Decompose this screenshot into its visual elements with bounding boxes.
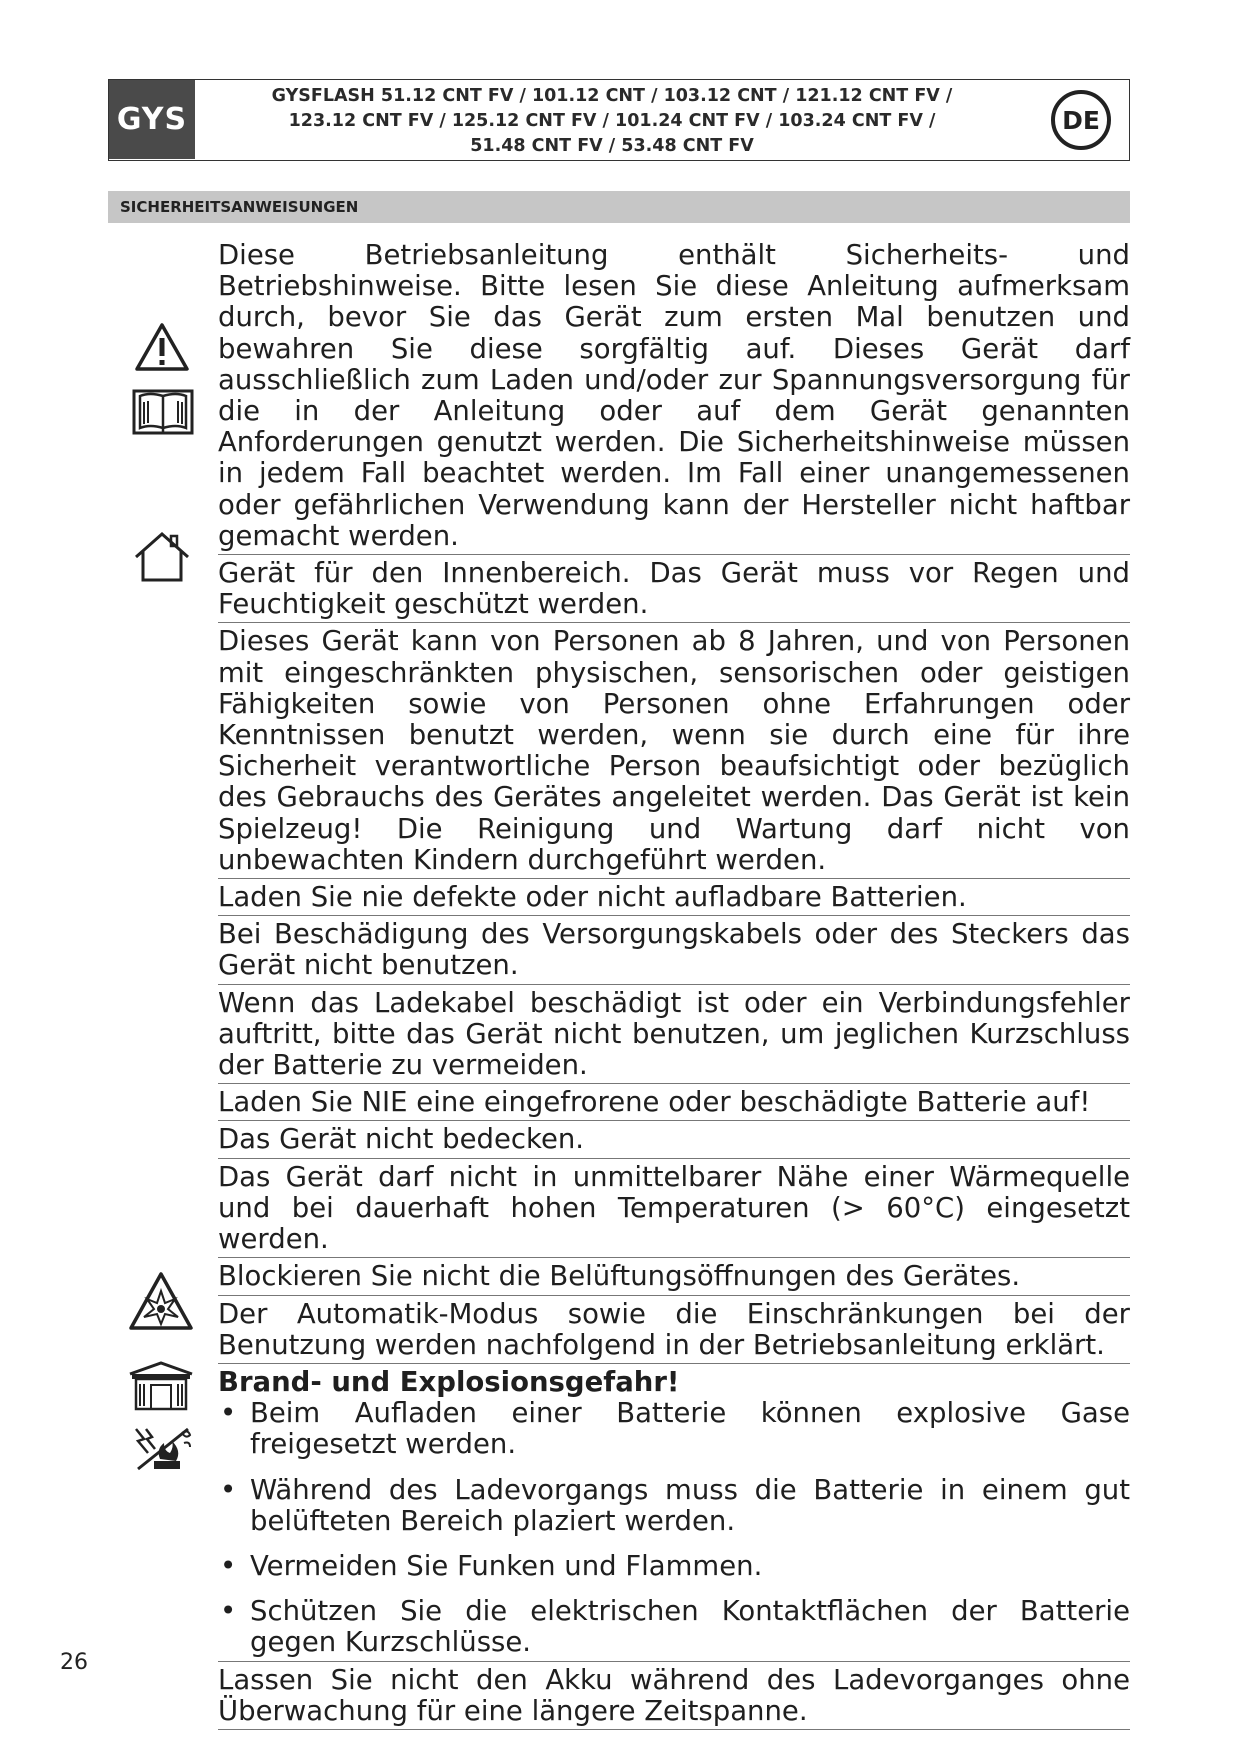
model-line: 51.48 CNT FV / 53.48 CNT FV bbox=[470, 136, 754, 156]
section-title: SICHERHEITSANWEISUNGEN bbox=[120, 198, 359, 216]
text-block: Dieses Gerät kann von Personen ab 8 Jahren, und von Personen mit eingeschränkten physischen, sensorischen oder geistigen Fähigkeiten sowie von Personen ohne Erfahrungen oder Kenntnissen benutzt werden, wenn sie durch eine für ihre Sicherheit verantwortliche Person beaufsichtigt oder bezüglich des Gebrauchs des Gerätes angeleitet werden. Das Gerät ist kein Spielzeug! Die Reinigung und Wartung darf nicht von unbewachten Kindern durchgeführt werden. bbox=[218, 626, 1130, 879]
bullet-item: • Vermeiden Sie Funken und Flammen. bbox=[218, 1551, 1130, 1582]
model-line: GYSFLASH 51.12 CNT FV / 101.12 CNT / 103.12 CNT / 121.12 CNT FV / bbox=[271, 86, 953, 106]
text-block: Das Gerät nicht bedecken. bbox=[218, 1124, 1130, 1158]
bullet-item: • Während des Ladevorgangs muss die Batterie in einem gut belüfteten Bereich plaziert werden. bbox=[218, 1475, 1130, 1537]
text-block: Blockieren Sie nicht die Belüftungsöffnungen des Gerätes. bbox=[218, 1261, 1130, 1295]
text-block: Der Automatik-Modus sowie die Einschränkungen bei der Benutzung werden nachfolgend in der Betriebsanleitung erklärt. bbox=[218, 1299, 1130, 1364]
language-badge: DE bbox=[1051, 90, 1111, 150]
ventilation-icon bbox=[126, 1360, 196, 1412]
text-block: Laden Sie nie defekte oder nicht aufladbare Batterien. bbox=[218, 882, 1130, 916]
text-block: Das Gerät darf nicht in unmittelbarer Nähe einer Wärmequelle und bei dauerhaft hohen Temperaturen (> 60°C) eingesetzt werden. bbox=[218, 1162, 1130, 1259]
document-header bbox=[108, 79, 1130, 161]
safety-content bbox=[218, 240, 1130, 1733]
bullet-item: • Beim Aufladen einer Batterie können explosive Gase freigesetzt werden. bbox=[218, 1398, 1130, 1460]
manual-book-icon bbox=[132, 388, 194, 436]
model-list bbox=[205, 84, 1019, 159]
text-block: Bei Beschädigung des Versorgungskabels oder des Steckers das Gerät nicht benutzen. bbox=[218, 919, 1130, 984]
warning-triangle-icon bbox=[134, 322, 190, 372]
gys-logo: GYS bbox=[109, 80, 195, 159]
explosion-warning-icon bbox=[128, 1271, 194, 1331]
text-block: Wenn das Ladekabel beschädigt ist oder ein Verbindungsfehler auftritt, bitte das Gerät nicht benutzen, um jeglichen Kurzschluss der Batterie zu vermeiden. bbox=[218, 988, 1130, 1085]
text-block: Laden Sie NIE eine eingefrorene oder beschädigte Batterie auf! bbox=[218, 1087, 1130, 1121]
text-block: Diese Betriebsanleitung enthält Sicherheits- und Betriebshinweise. Bitte lesen Sie diese Anleitung aufmerksam durch, bevor Sie das Gerät zum ersten Mal benutzen und bewahren Sie diese sorgfältig auf. Dieses Gerät darf ausschließlich zum Laden und/oder zur Spannungsversorgung für die in der Anleitung oder auf dem Gerät genannten Anforderungen genutzt werden. Die Sicherheitshinweise müssen in jedem Fall beachtet werden. Im Fall einer unangemessenen oder gefährlichen Verwendung kann der Hersteller nicht haftbar gemacht werden. bbox=[218, 240, 1130, 555]
indoor-house-icon bbox=[132, 530, 192, 584]
fire-warning-heading: Brand- und Explosionsgefahr! bbox=[218, 1365, 680, 1398]
model-line: 123.12 CNT FV / 125.12 CNT FV / 101.24 CNT FV / 103.24 CNT FV / bbox=[288, 111, 936, 131]
fire-warning-block bbox=[218, 1367, 1130, 1662]
section-bar bbox=[108, 191, 1130, 223]
bullet-item: • Schützen Sie die elektrischen Kontaktflächen der Batterie gegen Kurzschlüsse. bbox=[218, 1596, 1130, 1658]
page-number: 26 bbox=[60, 1650, 88, 1675]
text-block: Gerät für den Innenbereich. Das Gerät muss vor Regen und Feuchtigkeit geschützt werden. bbox=[218, 558, 1130, 623]
text-block: Lassen Sie nicht den Akku während des Ladevorganges ohne Überwachung für eine längere Zeitspanne. bbox=[218, 1665, 1130, 1730]
no-sparks-icon bbox=[130, 1425, 196, 1473]
